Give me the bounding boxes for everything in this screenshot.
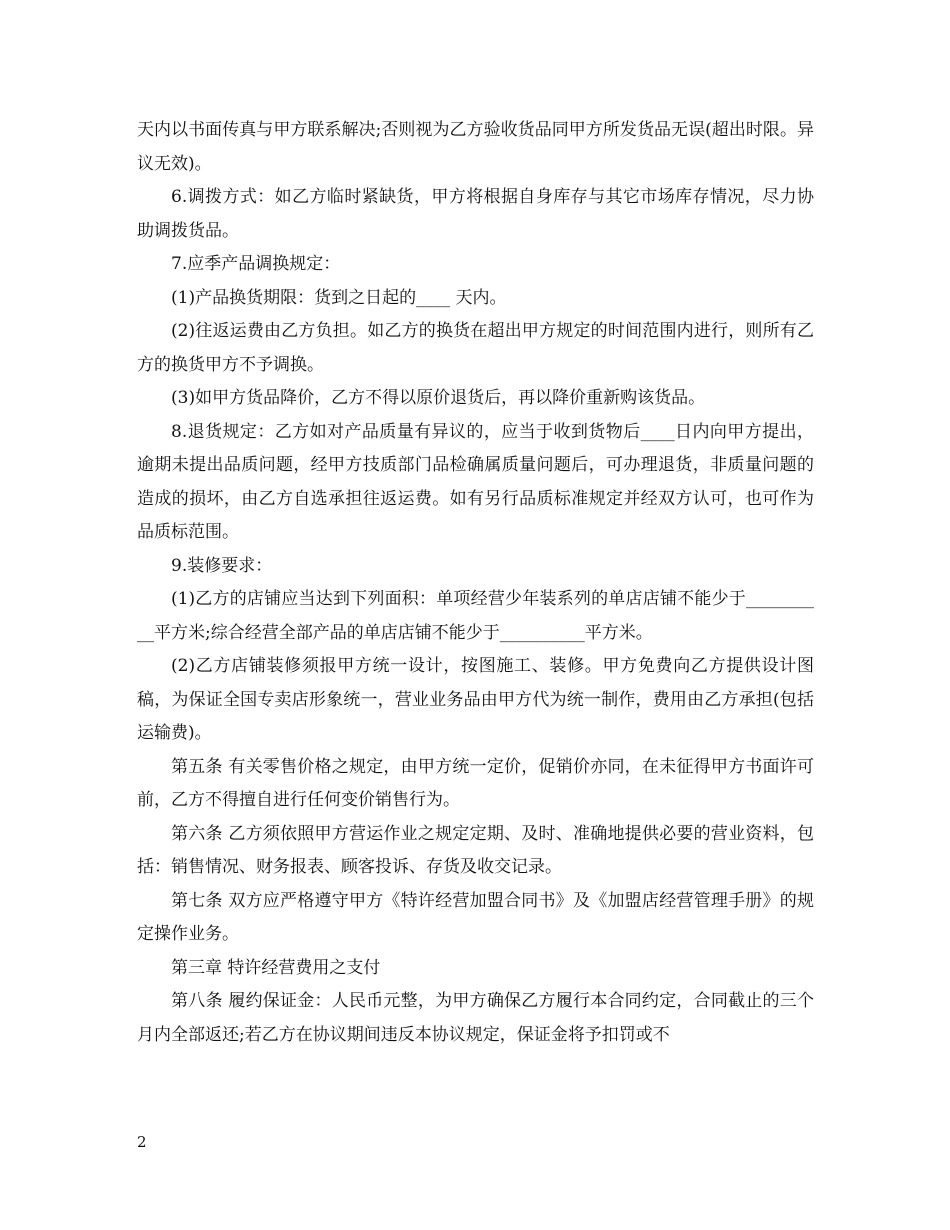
- paragraph-article-5: 第五条 有关零售价格之规定，由甲方统一定价，促销价亦同，在未征得甲方书面许可前，乙方不得擅自进行任何变价销售行为。: [137, 756, 814, 810]
- paragraph-seasonal-exchange-heading: 7.应季产品调换规定：: [171, 254, 341, 274]
- paragraph-article-6: 第六条 乙方须依照甲方营运作业之规定定期、及时、准确地提供必要的营业资料，包括：销售情况、财务报表、顾客投诉、存货及收交记录。: [137, 823, 814, 877]
- paragraph-exchange-period: (1)产品换货期限：货到之日起的____ 天内。: [171, 287, 507, 308]
- paragraph-store-area: (1)乙方的店铺应当达到下列面积：单项经营少年装系列的单店店铺不能少于__________平方米;综合经营全部产品的单店店铺不能少于__________平方米。: [137, 589, 814, 643]
- paragraph-decoration-heading: 9.装修要求：: [171, 555, 273, 576]
- paragraph-store-design: (2)乙方店铺装修须报甲方统一设计，按图施工、装修。甲方免费向乙方提供设计图稿，为保证全国专卖店形象统一，营业业务品由甲方代为统一制作，费用由乙方承担(包括运输费)。: [137, 656, 814, 743]
- page-number: 2: [137, 1133, 147, 1151]
- paragraph-article-7: 第七条 双方应严格遵守甲方《特许经营加盟合同书》及《加盟店经营管理手册》的规定操作业务。: [137, 890, 814, 944]
- paragraph-return-freight: (2)往返运费由乙方负担。如乙方的换货在超出甲方规定的时间范围内进行，则所有乙方的换货甲方不予调换。: [137, 321, 814, 375]
- paragraph-claims-handling: 天内以书面传真与甲方联系解决;否则视为乙方验收货品同甲方所发货品无误(超出时限。异议无效)。: [137, 120, 814, 174]
- contract-body-text: [137, 114, 814, 1052]
- paragraph-transfer-method: 6.调拨方式：如乙方临时紧缺货，甲方将根据自身库存与其它市场库存情况，尽力协助调拨货品。: [137, 187, 814, 241]
- paragraph-article-8: 第八条 履约保证金：人民币元整，为甲方确保乙方履行本合同约定，合同截止的三个月内全部返还;若乙方在协议期间违反本协议规定，保证金将予扣罚或不: [137, 991, 814, 1045]
- chapter-3-heading: 第三章 特许经营费用之支付: [171, 957, 381, 978]
- paragraph-price-reduction: (3)如甲方货品降价，乙方不得以原价退货后，再以降价重新购该货品。: [171, 388, 706, 408]
- paragraph-return-policy: 8.退货规定：乙方如对产品质量有异议的，应当于收到货物后____日内向甲方提出，逾期未提出品质问题，经甲方技质部门品检确属质量问题后，可办理退货，非质量问题的造成的损坏，由乙方自选承担往返运费。如有另行品质标准规定并经双方认可，也可作为品质标范围。: [137, 421, 814, 542]
